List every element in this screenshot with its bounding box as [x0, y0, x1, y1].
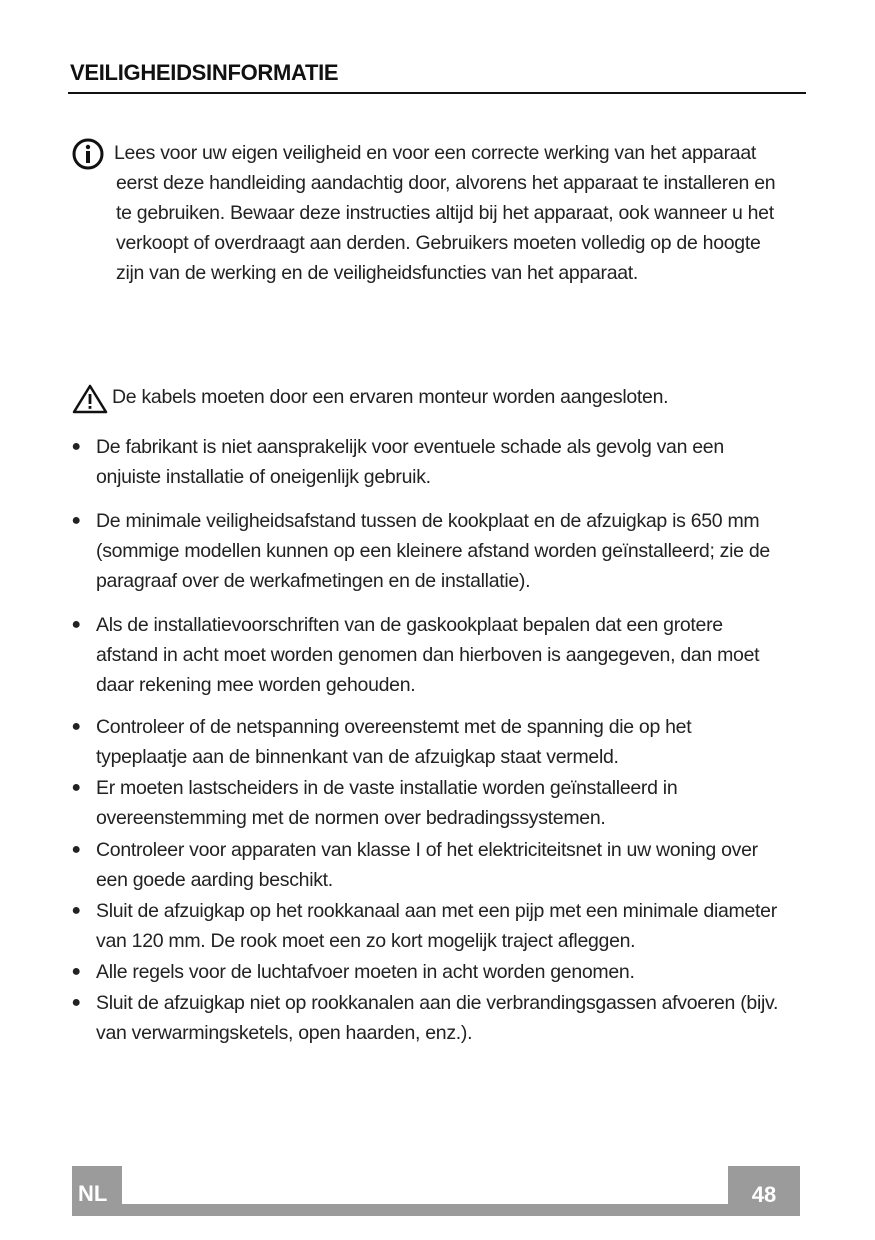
page-title: VEILIGHEIDSINFORMATIE — [70, 60, 339, 85]
list-item-text: Controleer voor apparaten van klasse I of het elektriciteitsnet in uw woning over een goede aarding beschikt. — [96, 839, 758, 891]
list-item — [70, 957, 785, 987]
bullet-dot: ● — [71, 902, 81, 919]
list-item-text: Als de installatievoorschriften van de gaskookplaat bepalen dat een grotere afstand in acht moet worden genomen dan hierboven is aangegeven, dan moet daar rekening mee worden gehouden. — [96, 614, 760, 696]
bullet-dot: ● — [71, 616, 81, 633]
bullet-dot: ● — [71, 718, 81, 735]
list-item-text: Sluit de afzuigkap niet op rookkanalen aan die verbrandingsgassen afvoeren (bijv. van verwarmingsketels, open haarden, enz.). — [96, 992, 779, 1044]
list-item-text: Sluit de afzuigkap op het rookkanaal aan met een pijp met een minimale diameter van 120 mm. De rook moet een zo kort mogelijk traject afleggen. — [96, 900, 777, 952]
list-item — [70, 773, 785, 833]
list-item — [70, 432, 785, 492]
list-item — [70, 988, 785, 1048]
list-item — [70, 712, 785, 772]
list-item-text: Alle regels voor de luchtafvoer moeten in acht worden genomen. — [96, 961, 635, 983]
bullet-dot: ● — [71, 438, 81, 455]
warning-triangle-icon — [72, 384, 108, 414]
bullet-dot: ● — [71, 994, 81, 1011]
page-number: 48 — [728, 1166, 800, 1216]
list-item-text: Er moeten lastscheiders in de vaste installatie worden geïnstalleerd in overeenstemming met de normen over bedradingssystemen. — [96, 777, 678, 829]
warning-text: De kabels moeten door een ervaren monteur worden aangesloten. — [112, 386, 669, 408]
bullet-dot: ● — [71, 841, 81, 858]
language-label: NL — [72, 1166, 122, 1216]
info-icon — [72, 138, 104, 170]
footer-bar — [122, 1204, 728, 1216]
info-notice — [70, 138, 790, 288]
list-item-text: Controleer of de netspanning overeenstemt met de spanning die op het typeplaatje aan de binnenkant van de afzuigkap staat vermeld. — [96, 716, 692, 768]
info-paragraph: Lees voor uw eigen veiligheid en voor een correcte werking van het apparaat eerst deze handleiding aandachtig door, alvorens het apparaat te installeren en te gebruiken. Bewaar deze instructies altijd bij het apparaat, ook wanneer u het verkoopt of overdraagt aan derden. Gebruikers moeten volledig op de hoogte zijn van de werking en de veiligheidsfuncties van het apparaat. — [114, 142, 776, 284]
bullet-dot: ● — [71, 512, 81, 529]
bullet-dot: ● — [71, 963, 81, 980]
list-item — [70, 835, 785, 895]
list-item — [70, 896, 785, 956]
page-footer — [72, 1166, 800, 1216]
title-divider — [68, 92, 806, 94]
bullet-dot: ● — [71, 779, 81, 796]
list-item-text: De fabrikant is niet aansprakelijk voor eventuele schade als gevolg van een onjuiste installatie of oneigenlijk gebruik. — [96, 436, 724, 488]
list-item-text: De minimale veiligheidsafstand tussen de kookplaat en de afzuigkap is 650 mm (sommige modellen kunnen op een kleinere afstand worden geïnstalleerd; zie de paragraaf over de werkafmetingen en de installatie). — [96, 510, 770, 592]
warning-notice — [70, 382, 790, 412]
list-item — [70, 610, 785, 700]
list-item — [70, 506, 785, 596]
